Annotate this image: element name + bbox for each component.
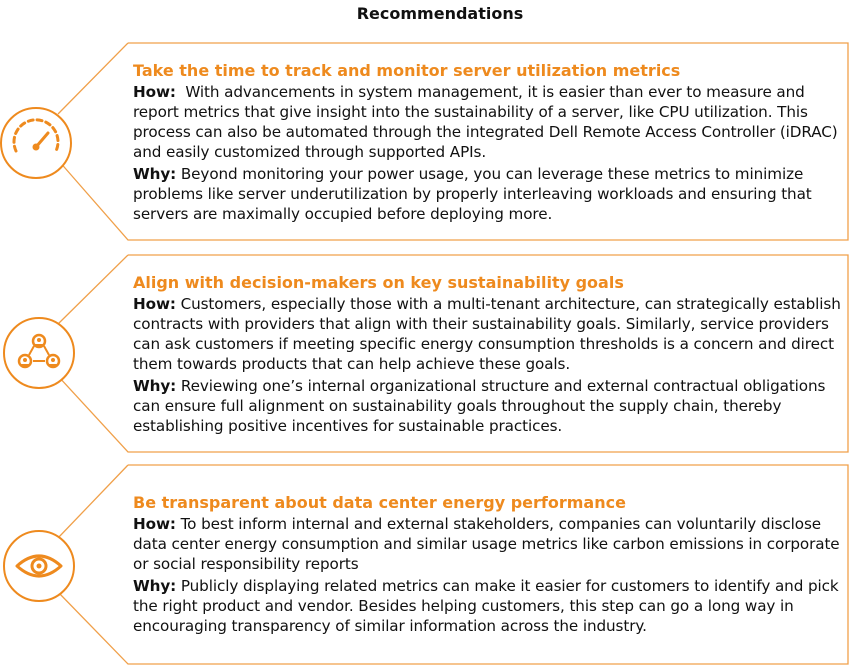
recommendation-card-2 (0, 254, 855, 454)
how-label: How: (133, 515, 176, 533)
speedometer-icon (0, 107, 72, 183)
why-text: Beyond monitoring your power usage, you can leverage these metrics to minimize problems like server underutilization by properly interleaving workloads and ensuring that servers are maximally occupied before deploying more. (133, 165, 812, 223)
how-text: With advancements in system management, it is easier than ever to measure and report metrics that give insight into the sustainability of a server, like CPU utilization. This process can also be automated through the integrated Dell Remote Access Controller (iDRAC) and easily customized through supported APIs. (133, 83, 843, 161)
how-text: To best inform internal and external stakeholders, companies can voluntarily disclose data center energy consumption and similar usage metrics like carbon emissions in corporate or social responsibility reports (133, 515, 840, 573)
people-network-icon (3, 317, 75, 393)
card-title: Take the time to track and monitor server utilization metrics (133, 61, 681, 80)
recommendation-card-3 (0, 464, 855, 668)
card-title: Be transparent about data center energy performance (133, 493, 626, 512)
eye-icon (3, 530, 75, 606)
recommendation-card-1 (0, 42, 855, 242)
why-label: Why: (133, 577, 177, 595)
how-text: Customers, especially those with a multi-tenant architecture, can strategically establish contracts with providers that align with their sustainability goals. Similarly, service providers can ask customers if meeting specific energy consumption thresholds is a concern and direct them towards products that can help achieve these goals. (133, 295, 841, 373)
why-label: Why: (133, 165, 177, 183)
how-paragraph (133, 514, 845, 574)
why-label: Why: (133, 377, 177, 395)
why-paragraph (133, 376, 845, 436)
how-label: How: (133, 295, 176, 313)
why-paragraph (133, 576, 845, 636)
why-paragraph (133, 164, 845, 224)
why-text: Publicly displaying related metrics can make it easier for customers to identify and pick the right product and vendor. Besides helping customers, this step can go a long way in encouraging transparency of similar information across the industry. (133, 577, 839, 635)
page-title: Recommendations (356, 4, 524, 23)
how-paragraph (133, 294, 845, 374)
how-label: How: (133, 83, 176, 101)
how-paragraph (133, 82, 845, 162)
why-text: Reviewing one’s internal organizational structure and external contractual obligations can ensure full alignment on sustainability goals throughout the supply chain, thereby establishing positive incentives for sustainable practices. (133, 377, 826, 435)
card-title: Align with decision-makers on key sustainability goals (133, 273, 624, 292)
